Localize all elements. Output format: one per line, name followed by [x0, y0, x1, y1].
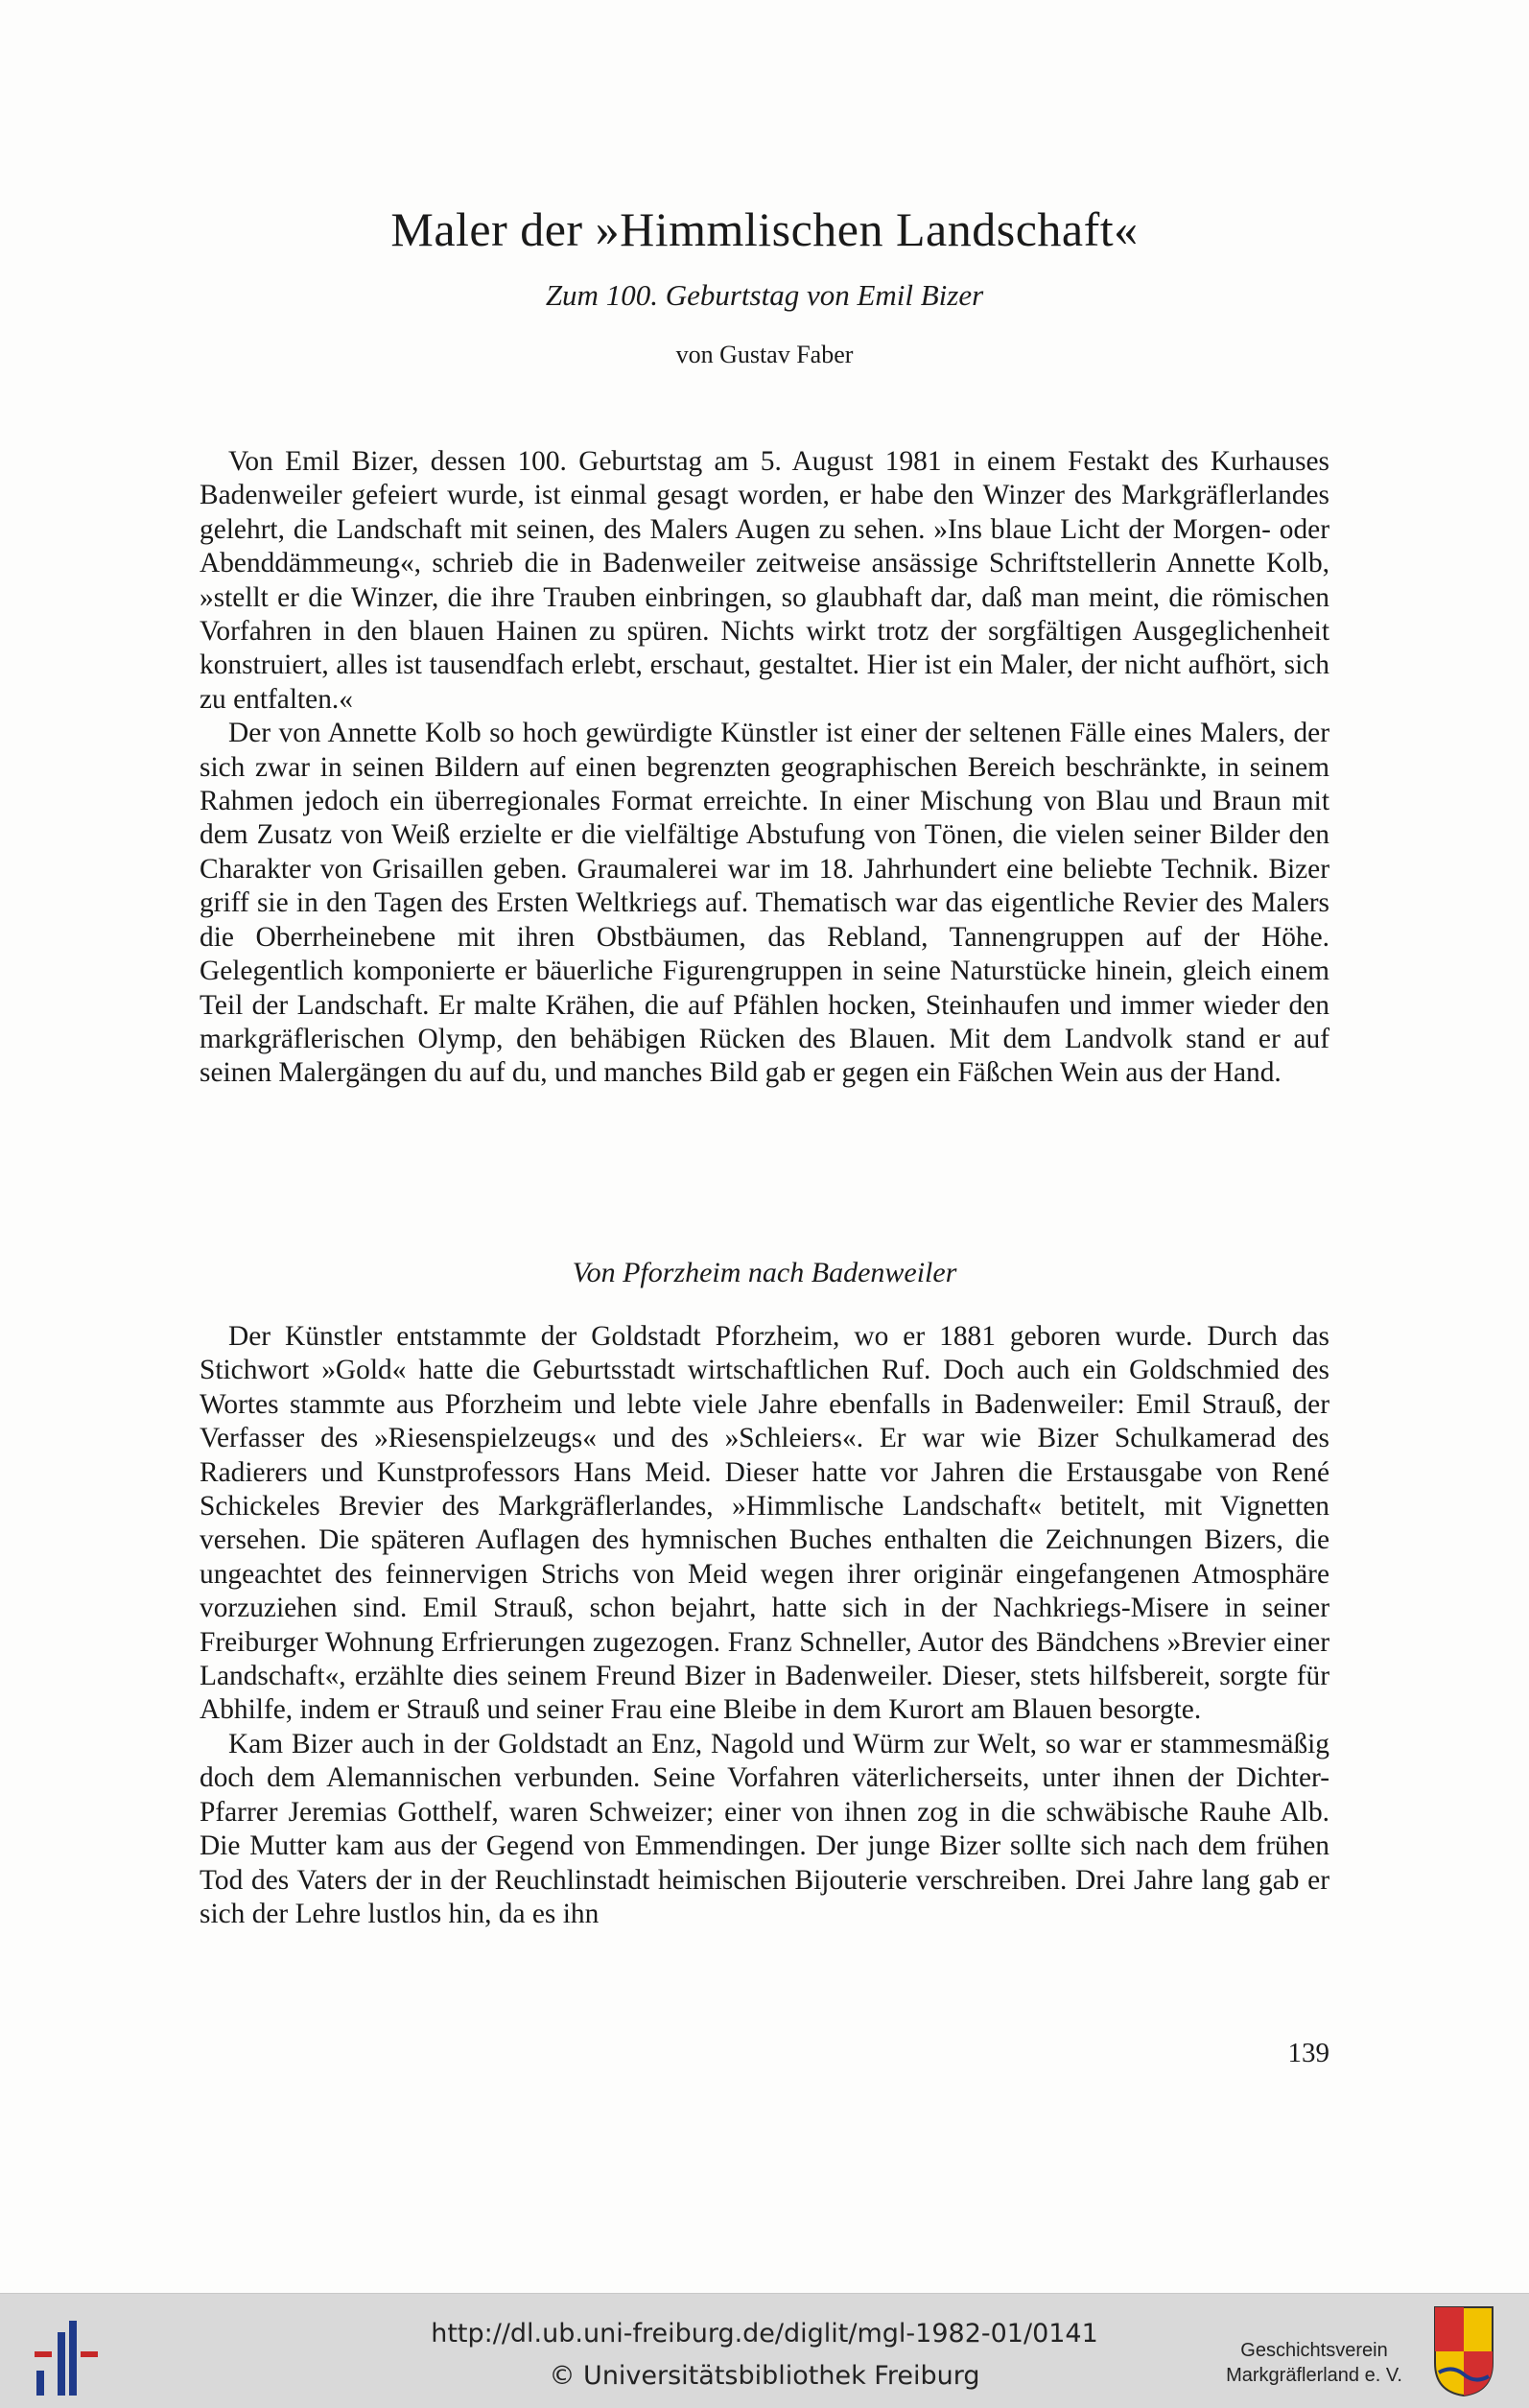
copyright-text: © Universitätsbibliothek Freiburg [549, 2361, 980, 2391]
article-title: Maler der »Himmlischen Landschaft« [390, 202, 1139, 256]
society-name [1199, 2338, 1429, 2388]
section-2-body [200, 1320, 1329, 1931]
article-subtitle: Zum 100. Geburtstag von Emil Bizer [545, 278, 984, 312]
page-number: 139 [1287, 2038, 1329, 2068]
section-1-body [200, 445, 1329, 1091]
coat-of-arms-icon [1433, 2305, 1494, 2397]
section-heading: Von Pforzheim nach Badenweiler [572, 1257, 957, 1288]
paragraph: Kam Bizer auch in der Goldstadt an Enz, Nagold und Würm zur Welt, so war er stammesmäßig doch dem Alemannischen verbunden. Seine Vorfahren väterlicherseits, unter ihnen der Dichter-Pfarrer Jeremias Gotthelf, waren Schweizer; einer von ihnen zog in die schwäbische Rauhe Alb. Die Mutter kam aus der Gegend von Emmendingen. Der junge Bizer sollte sich nach dem frühen Tod des Vaters der in der Reuchlinstadt heimischen Bijouterie verschreiben. Drei Jahre lang gab er sich der Lehre lustlos hin, da es ihn [200, 1728, 1329, 1929]
society-line-1: Geschichtsverein [1240, 2340, 1388, 2361]
article-author: von Gustav Faber [675, 341, 854, 368]
document-url-link[interactable]: http://dl.ub.uni-freiburg.de/diglit/mgl-1982-01/0141 [431, 2319, 1098, 2349]
paragraph: Der Künstler entstammte der Goldstadt Pforzheim, wo er 1881 geboren wurde. Durch das Stichwort »Gold« hatte die Geburtsstadt wirtschaftlichen Ruf. Doch auch ein Goldschmied des Wortes stammte aus Pforzheim und lebte viele Jahre ebenfalls in Badenweiler: Emil Strauß, der Verfasser des »Riesenspielzeugs« und des »Schleiers«. Er war wie Bizer Schulkamerad des Radierers und Kunstprofessors Hans Meid. Dieser hatte vor Jahren die Erstausgabe von René Schickeles Brevier des Markgräflerlandes, »Himmlische Landschaft« betitelt, mit Vignetten versehen. Die späteren Auflagen des hymnischen Buches enthalten die Zeichnungen Bizers, die ungeachtet des feinnervigen Strichs von Meid wegen ihrer originär eingefangenen Atmosphäre vorzuziehen sind. Emil Strauß, schon bejahrt, hatte sich in der Nachkriegs-Misere in seiner Freiburger Wohnung Erfrierungen zugezogen. Franz Schneller, Autor des Bändchens »Brevier einer Landschaft«, erzählte dies seinem Freund Bizer in Badenweiler. Dieser, stets hilfsbereit, sorgte für Abhilfe, indem er Strauß und seiner Frau eine Bleibe in dem Kurort am Blauen besorgte. [200, 1321, 1329, 1726]
paragraph: Der von Annette Kolb so hoch gewürdigte Künstler ist einer der seltenen Fälle eines Malers, der sich zwar in seinen Bildern auf einen begrenzten geographischen Bereich beschränkte, in seinem Rahmen jedoch ein überregionales Format erreichte. In einer Mischung von Blau und Braun mit dem Zusatz von Weiß erzielte er die vielfältige Abstufung von Tönen, die vielen seiner Bilder den Charakter von Grisaillen geben. Graumalerei war im 18. Jahrhundert eine beliebte Technik. Bizer griff sie in den Tagen des Ersten Weltkriegs auf. Thematisch war das eigentliche Revier des Malers die Oberrheinebene mit ihren Obstbäumen, das Rebland, Tannengruppen auf der Höhe. Gelegentlich komponierte er bäuerliche Figurengruppen in seine Naturstücke hinein, gleich einem Teil der Landschaft. Er malte Krähen, die auf Pfählen hocken, Steinhaufen und immer wieder den markgräflerischen Olymp, den behäbigen Rücken des Blauen. Mit dem Landvolk stand er auf seinen Malergängen du auf du, und manches Bild gab er gegen ein Fäßchen Wein aus der Hand. [200, 718, 1329, 1089]
paragraph: Von Emil Bizer, dessen 100. Geburtstag am 5. August 1981 in einem Festakt des Kurhauses Badenweiler gefeiert wurde, ist einmal gesagt worden, er habe den Winzer des Markgräflerlandes gelehrt, die Landschaft mit seinen, des Malers Augen zu sehen. »Ins blaue Licht der Morgen- oder Abenddämmeung«, schrieb die in Badenweiler zeitweise ansässige Schriftstellerin Annette Kolb, »stellt er die Winzer, die ihre Trauben einbringen, so glaubhaft dar, daß man meint, die römischen Vorfahren in den blauen Hainen zu spüren. Nichts wirkt trotz der sorgfältigen Ausgeglichenheit konstruiert, alles ist tausendfach erlebt, erschaut, gestaltet. Hier ist ein Maler, der nicht aufhört, sich zu entfalten.« [200, 446, 1329, 715]
footer-bar [0, 2293, 1529, 2408]
society-line-2: Markgräflerland e. V. [1226, 2365, 1402, 2386]
